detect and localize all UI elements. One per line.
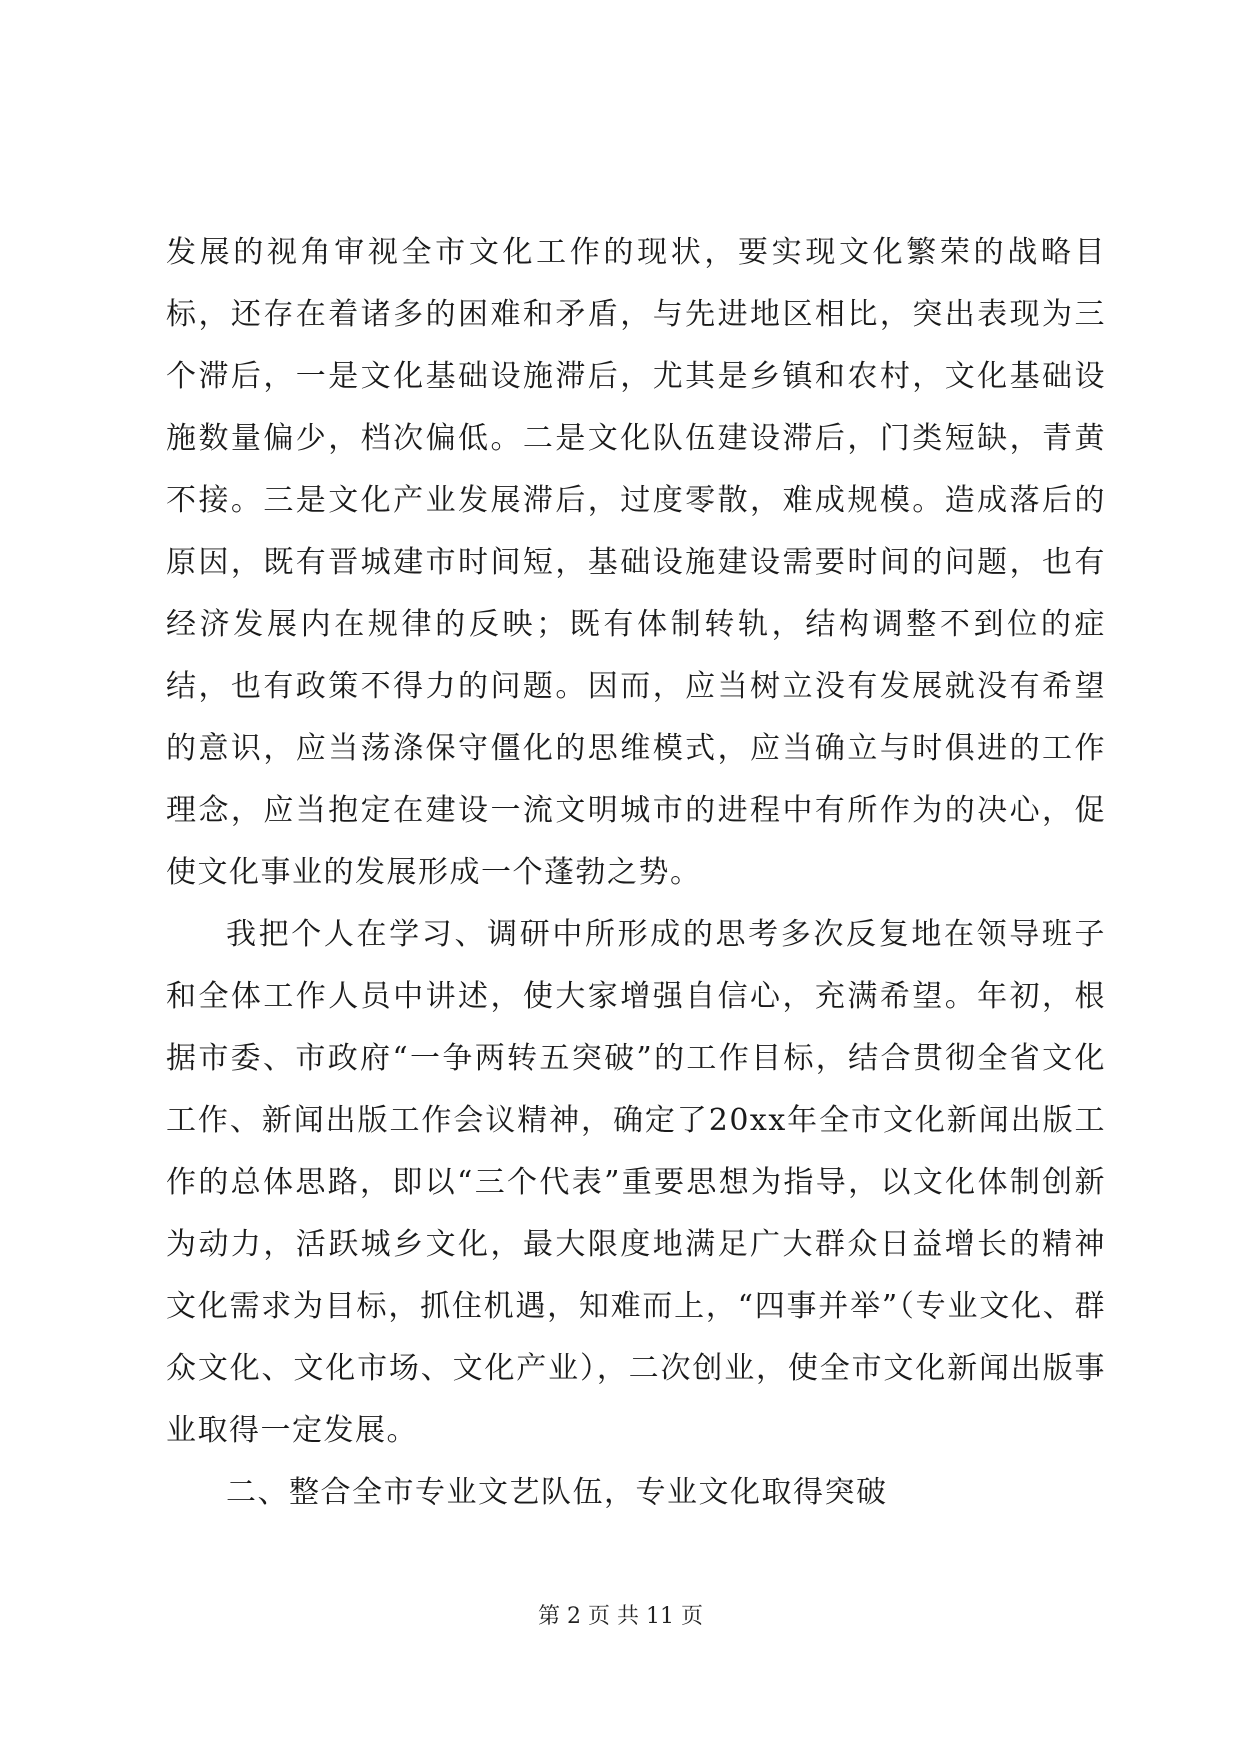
document-body	[166, 222, 1106, 1524]
body-paragraph-2: 我把个人在学习、调研中所形成的思考多次反复地在领导班子和全体工作人员中讲述，使大家增强自信心，充满希望。年初，根据市委、市政府“一争两转五突破”的工作目标，结合贯彻全省文化工作、新闻出版工作会议精神，确定了20xx年全市文化新闻出版工作的总体思路，即以“三个代表”重要思想为指导，以文化体制创新为动力，活跃城乡文化，最大限度地满足广大群众日益增长的精神文化需求为目标，抓住机遇，知难而上，“四事并举”（专业文化、群众文化、文化市场、文化产业），二次创业，使全市文化新闻出版事业取得一定发展。	[166, 917, 1106, 1448]
section-heading: 二、整合全市专业文艺队伍，专业文化取得突破	[226, 1475, 888, 1510]
page-number-footer: 第 2 页 共 11 页	[538, 1604, 703, 1629]
body-paragraph-1: 发展的视角审视全市文化工作的现状，要实现文化繁荣的战略目标，还存在着诸多的困难和矛盾，与先进地区相比，突出表现为三个滞后，一是文化基础设施滞后，尤其是乡镇和农村，文化基础设施数量偏少，档次偏低。二是文化队伍建设滞后，门类短缺，青黄不接。三是文化产业发展滞后，过度零散，难成规模。造成落后的原因，既有晋城建市时间短，基础设施建设需要时间的问题，也有经济发展内在规律的反映；既有体制转轨，结构调整不到位的症结，也有政策不得力的问题。因而，应当树立没有发展就没有希望的意识，应当荡涤保守僵化的思维模式，应当确立与时俱进的工作理念，应当抱定在建设一流文明城市的进程中有所作为的决心，促使文化事业的发展形成一个蓬勃之势。	[166, 235, 1106, 890]
